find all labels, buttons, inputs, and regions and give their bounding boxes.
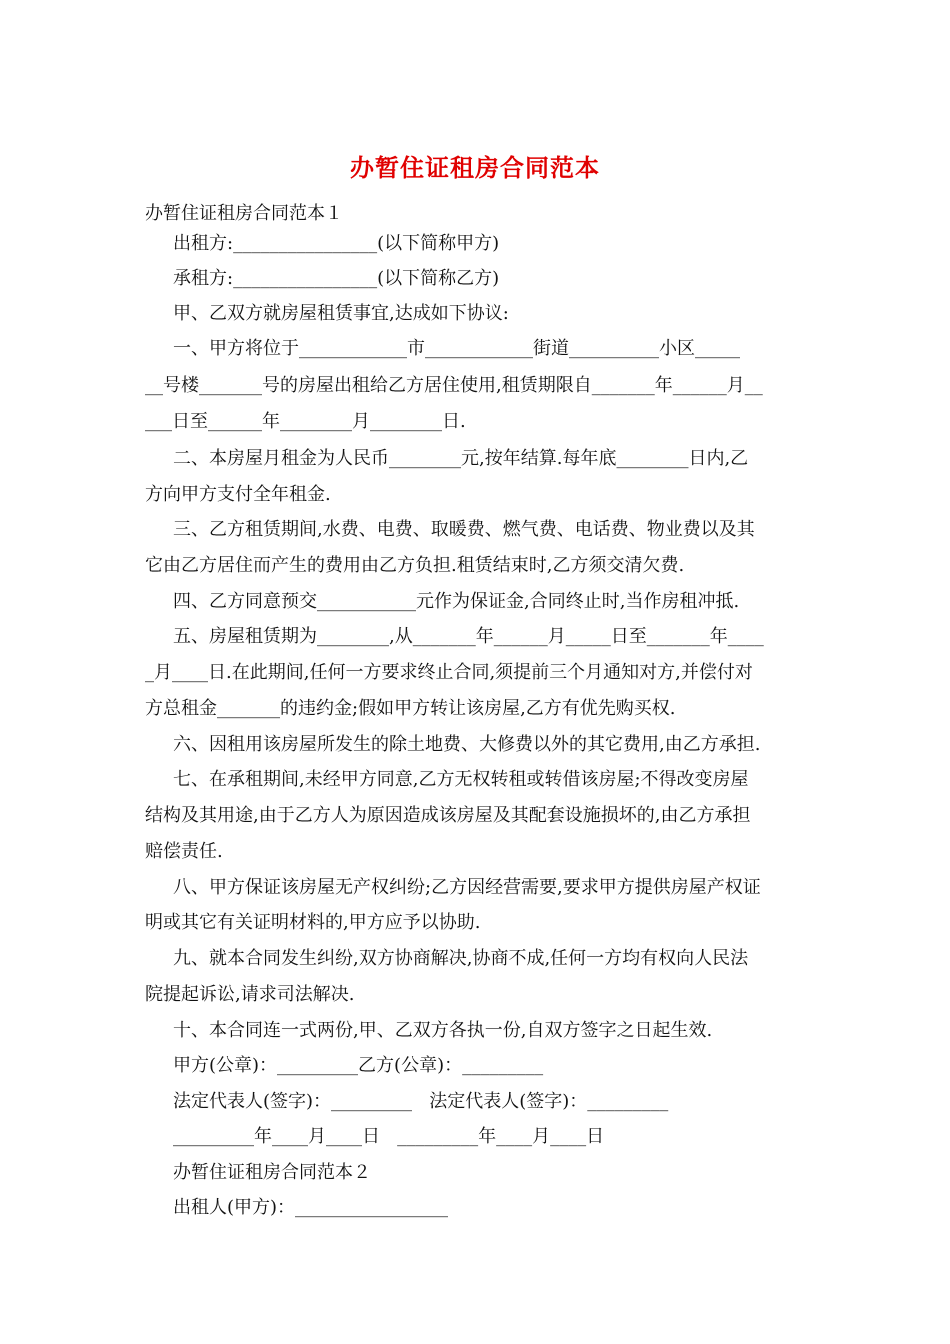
clause-7-line-1: 七、在承租期间,未经甲方同意,乙方无权转租或转借该房屋;不得改变房屋 xyxy=(173,769,749,790)
clause-8-line-1: 八、甲方保证该房屋无产权纠纷;乙方因经营需要,要求甲方提供房屋产权证 xyxy=(173,877,761,898)
document-title: 办暂住证租房合同范本 xyxy=(350,153,600,182)
date-line: _________年____月____日 _________年____月____日 xyxy=(173,1126,605,1147)
clause-9-line-2: 院提起诉讼,请求司法解决. xyxy=(145,984,355,1005)
clause-9-line-1: 九、就本合同发生纠纷,双方协商解决,协商不成,任何一方均有权向人民法 xyxy=(173,948,749,969)
clause-2-line-2: 方向甲方支付全年租金. xyxy=(145,484,331,505)
lessor-line: 出租方:________________(以下简称甲方) xyxy=(173,233,500,254)
clause-4-line-1: 四、乙方同意预交___________元作为保证金,合同终止时,当作房租冲抵. xyxy=(173,591,740,612)
clause-1-line-1: 一、甲方将位于____________市____________街道__________小区_____ xyxy=(173,338,740,359)
clause-6-line-1: 六、因租用该房屋所发生的除土地费、大修费以外的其它费用,由乙方承担. xyxy=(173,734,761,755)
legal-rep-line: 法定代表人(签字)：_________ 法定代表人(签字)：_________ xyxy=(173,1091,669,1112)
clause-5-line-1: 五、房屋租赁期为________,从_______年______月_____日至_______年____ xyxy=(173,626,764,647)
clause-1-line-2: __号楼_______号的房屋出租给乙方居住使用,租赁期限自_______年______月__ xyxy=(145,375,763,396)
clause-7-line-2: 结构及其用途,由于乙方人为原因造成该房屋及其配套设施损坏的,由乙方承担 xyxy=(145,805,751,826)
section-heading-2: 办暂住证租房合同范本２ xyxy=(173,1162,371,1183)
agreement-intro: 甲、乙双方就房屋租赁事宜,达成如下协议: xyxy=(173,303,509,324)
clause-7-line-3: 赔偿责任. xyxy=(145,841,223,862)
lessor-party-a-line: 出租人(甲方)：_________________ xyxy=(173,1197,449,1218)
clause-1-line-3: ___日至______年________月________日. xyxy=(145,411,466,432)
lessee-line: 承租方:________________(以下简称乙方) xyxy=(173,268,500,289)
clause-3-line-1: 三、乙方租赁期间,水费、电费、取暖费、燃气费、电话费、物业费以及其 xyxy=(173,519,755,540)
section-heading-1: 办暂住证租房合同范本１ xyxy=(145,203,343,224)
seal-line: 甲方(公章)：_________乙方(公章)：_________ xyxy=(173,1055,544,1076)
clause-10-line-1: 十、本合同连一式两份,甲、乙双方各执一份,自双方签字之日起生效. xyxy=(173,1020,713,1041)
clause-2-line-1: 二、本房屋月租金为人民币________元,按年结算.每年底________日内,乙 xyxy=(173,448,749,469)
clause-3-line-2: 它由乙方居住而产生的费用由乙方负担.租赁结束时,乙方须交清欠费. xyxy=(145,555,685,576)
clause-5-line-2: _月____日.在此期间,任何一方要求终止合同,须提前三个月通知对方,并偿付对 xyxy=(145,662,753,683)
clause-8-line-2: 明或其它有关证明材料的,甲方应予以协助. xyxy=(145,912,481,933)
clause-5-line-3: 方总租金_______的违约金;假如甲方转让该房屋,乙方有优先购买权. xyxy=(145,698,676,719)
